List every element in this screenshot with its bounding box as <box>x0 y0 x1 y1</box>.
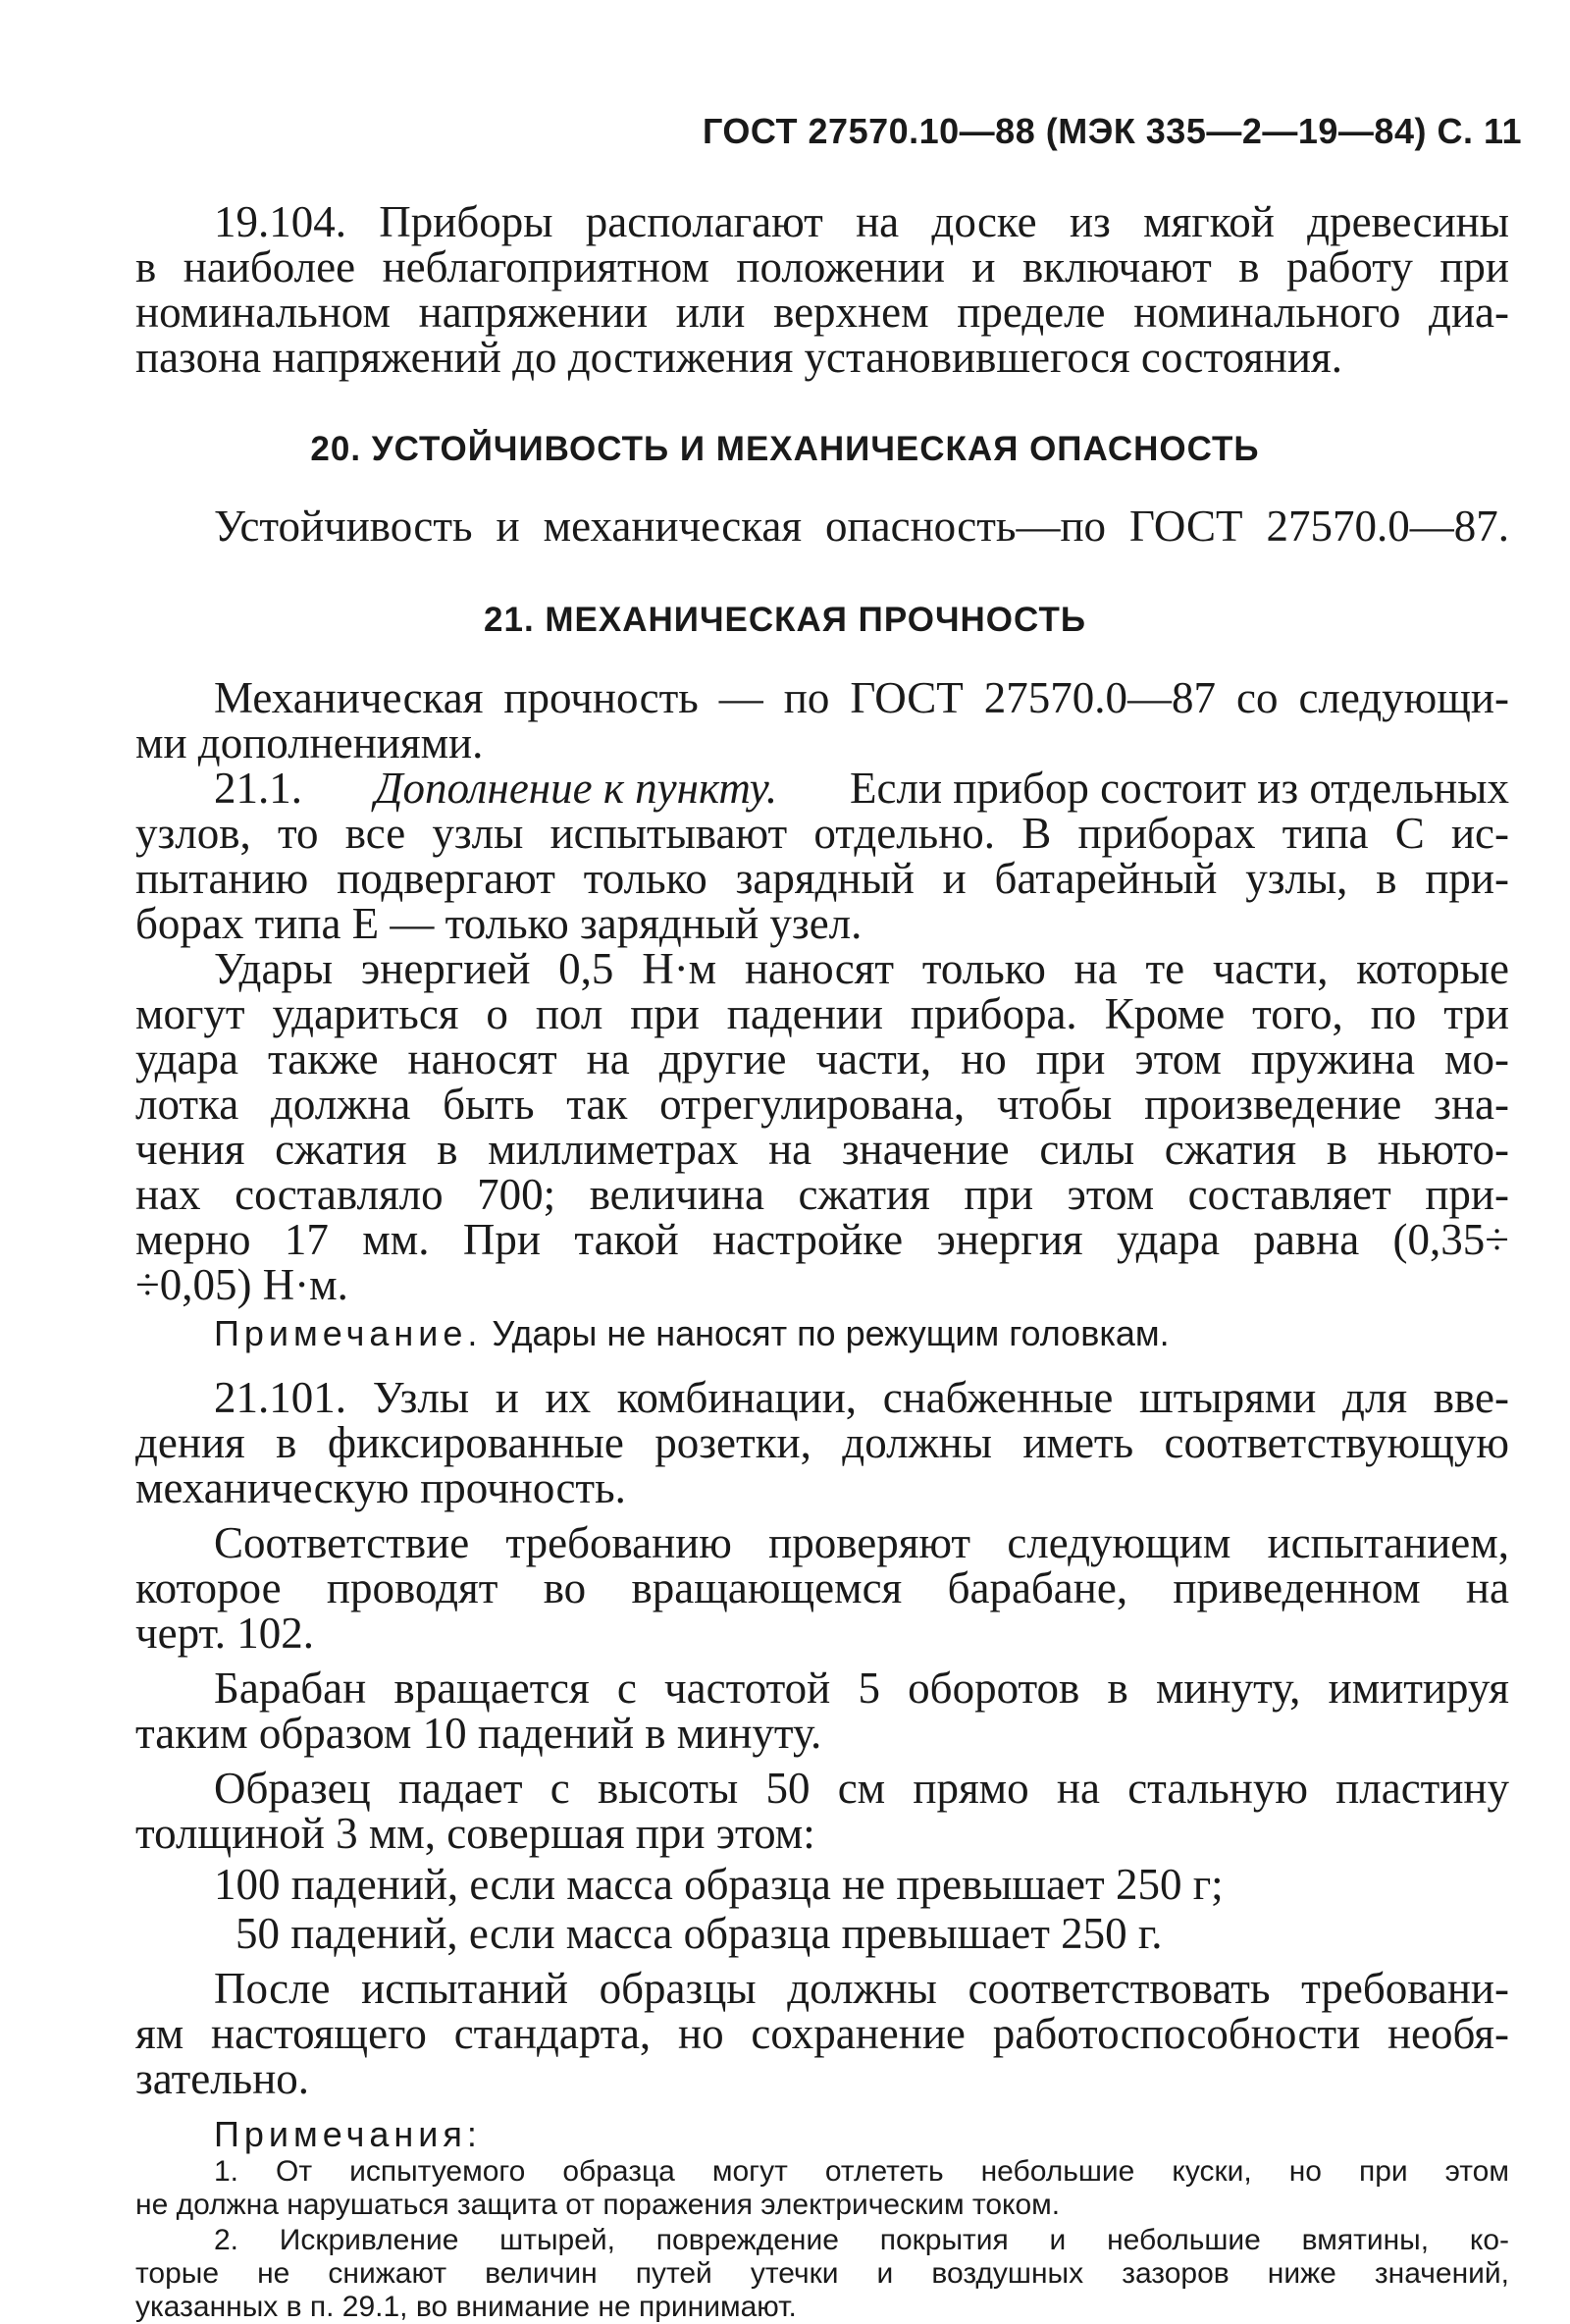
notes-line: торые не снижают величин путей утечки и воздушных зазоров ниже значений, <box>135 2257 1509 2290</box>
compliance-line: которое проводят во вращающемся барабане, приведенном на <box>135 1563 1509 1612</box>
paragraph-21-101-line: дения в фиксированные розетки, должны иметь соответствующую <box>135 1418 1509 1467</box>
impacts-line: удара также наносят на другие части, но при этом пружина мо- <box>135 1034 1509 1083</box>
impacts-line: нах составляло 700; величина сжатия при этом составляет при- <box>135 1170 1509 1219</box>
paragraph-21-1-italic-lead: Дополнение к пункту. <box>374 764 778 813</box>
paragraph-21-101-line: механическую прочность. <box>135 1463 626 1512</box>
after-line: зательно. <box>135 2054 310 2103</box>
section-20-text: Устойчивость и механическая опасность—по ГОСТ 27570.0—87. <box>214 502 1509 551</box>
impacts-line: ÷0,05) Н·м. <box>135 1260 348 1309</box>
paragraph-19-104-line: в наиболее неблагоприятном положении и включают в работу при <box>135 242 1509 291</box>
paragraph-21-1-line: узлов, то все узлы испытывают отдельно. В приборах типа С ис- <box>135 809 1509 858</box>
sample-line: толщиной 3 мм, совершая при этом: <box>135 1809 815 1858</box>
drum-line: Барабан вращается с частотой 5 оборотов в минуту, имитируя <box>214 1664 1509 1713</box>
paragraph-21-1-first-line <box>214 763 1509 814</box>
section-21-heading: 21. МЕХАНИЧЕСКАЯ ПРОЧНОСТЬ <box>484 601 1086 639</box>
section-20-heading: 20. УСТОЙЧИВОСТЬ И МЕХАНИЧЕСКАЯ ОПАСНОСТЬ <box>310 430 1260 468</box>
paragraph-21-1-line: пытанию подвергают только зарядный и батарейный узлы, в при- <box>135 854 1509 903</box>
paragraph-21-1-number: 21.1. <box>214 764 302 813</box>
notes-line: указанных в п. 29.1, во внимание не принимают. <box>135 2291 797 2323</box>
after-line: После испытаний образцы должны соответствовать требовани- <box>214 1964 1509 2013</box>
impacts-line: мерно 17 мм. При такой настройке энергия удара равна (0,35÷ <box>135 1215 1509 1264</box>
drops-100-line: 100 падений, если масса образца не превышает 250 г; <box>214 1860 1224 1909</box>
notes-label: Примечания: <box>214 2114 482 2154</box>
notes-line: 2. Искривление штырей, повреждение покрытия и небольшие вмятины, ко- <box>214 2224 1509 2256</box>
sample-line: Образец падает с высоты 50 см прямо на стальную пластину <box>214 1764 1509 1813</box>
drops-50-line: 50 падений, если масса образца превышает 250 г. <box>236 1909 1163 1958</box>
note-label: Примечание. <box>214 1313 483 1353</box>
paragraph-19-104-line: пазона напряжений до достижения установившегося состояния. <box>135 333 1342 382</box>
impacts-line: могут удариться о пол при падении прибора. Кроме того, по три <box>135 989 1509 1038</box>
after-line: ям настоящего стандарта, но сохранение работоспособности необя- <box>135 2009 1509 2058</box>
running-header: ГОСТ 27570.10—88 (МЭК 335—2—19—84) С. 11 <box>703 111 1523 151</box>
compliance-line: Соответствие требованию проверяют следующим испытанием, <box>214 1518 1509 1567</box>
paragraph-19-104-line: 19.104. Приборы располагают на доске из мягкой древесины <box>214 197 1509 246</box>
drum-line: таким образом 10 падений в минуту. <box>135 1709 822 1758</box>
impacts-line: лотка должна быть так отрегулирована, чтобы произведение зна- <box>135 1080 1509 1129</box>
notes-line: не должна нарушаться защита от поражения электрическим током. <box>135 2189 1061 2221</box>
paragraph-21-1-first-rest: Если прибор состоит из отдельных <box>850 764 1509 813</box>
paragraph-21-101-line: 21.101. Узлы и их комбинации, снабженные штырями для вве- <box>214 1373 1509 1422</box>
paragraph-19-104-line: номинальном напряжении или верхнем пределе номинального диа- <box>135 288 1509 337</box>
paragraph-21-1-line: борах типа Е — только зарядный узел. <box>135 899 863 948</box>
note <box>214 1313 1509 1354</box>
section-21-intro-line: Механическая прочность — по ГОСТ 27570.0—87 со следующи- <box>214 673 1509 722</box>
section-21-intro-line: ми дополнениями. <box>135 718 484 767</box>
impacts-line: чения сжатия в миллиметрах на значение силы сжатия в ньюто- <box>135 1125 1509 1174</box>
impacts-line: Удары энергией 0,5 Н·м наносят только на те части, которые <box>214 944 1509 993</box>
compliance-line: черт. 102. <box>135 1609 315 1658</box>
note-text: Удары не наносят по режущим головкам. <box>492 1313 1170 1353</box>
notes-line: 1. От испытуемого образца могут отлететь небольшие куски, но при этом <box>214 2155 1509 2188</box>
